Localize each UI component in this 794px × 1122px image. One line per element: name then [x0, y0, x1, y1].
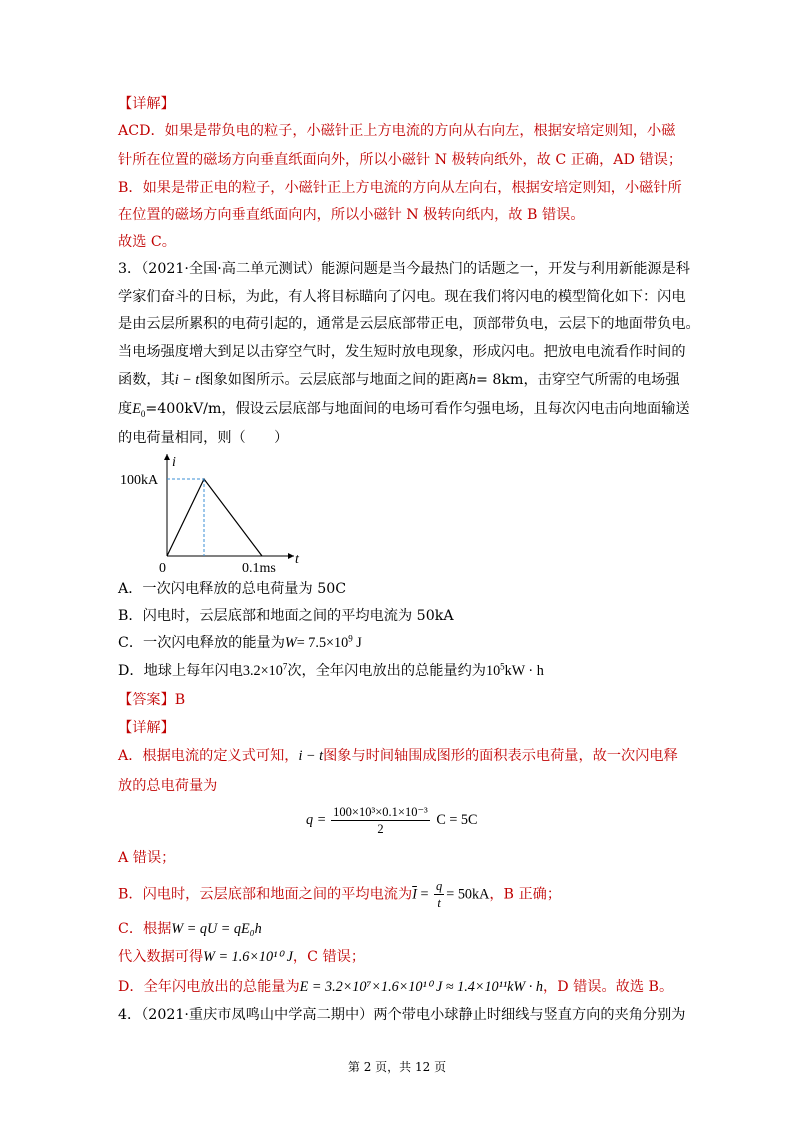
- avg-current-value: = 50kA: [446, 886, 490, 903]
- detail2-a-line-2: 放的总电荷量为: [118, 778, 218, 794]
- detail2-sub-end: ，C 错误；: [292, 949, 366, 965]
- option-c-text: C．一次闪电释放的能量为: [118, 635, 285, 651]
- option-d-energy-exponent: 5: [500, 661, 505, 672]
- current-curve: [167, 479, 262, 556]
- option-c-W: W: [284, 635, 297, 651]
- energy-formula: W = qU = qE₀h: [171, 921, 262, 937]
- option-d-unit: kW · h: [504, 663, 544, 679]
- annual-energy: E = 3.2×10⁷×1.6×10¹⁰ J ≈ 1.4×10¹¹kW · h: [299, 979, 543, 995]
- avg-current-denominator: t: [437, 896, 441, 910]
- answer: 【答案】B: [118, 692, 186, 708]
- q3-line-6-text-a: 度: [118, 401, 133, 417]
- eq-result: C = 5C: [436, 812, 478, 828]
- q3-line-6-text-d: =400kV/m，假设云层底部与地面间的电场可看作匀强电场，且每次闪电击向地面输送: [145, 401, 690, 417]
- q3-E-subscript: 0: [140, 408, 146, 419]
- avg-current-I: $\overline{I}$: [412, 886, 417, 903]
- q3-line-7: 的电荷量相同，则（ ）: [118, 430, 289, 446]
- detail2-a-text-c: 图象与时间轴围成图形的面积表示电荷量，故一次闪电释: [323, 748, 678, 764]
- a-wrong: A 错误；: [118, 850, 176, 866]
- q3-line-5-text-c: 图象如图所示。云层底部与地面之间的距离: [199, 372, 469, 388]
- q4-line-1: 4．（2021·重庆市凤鸣山中学高二期中）两个带电小球静止时细线与竖直方向的夹角分别为: [118, 1007, 686, 1023]
- detail2-c-line: [118, 919, 262, 939]
- detail-header: 【详解】: [118, 96, 175, 112]
- q3-line-5-text-a: 函数，其: [118, 372, 175, 388]
- it-graph: [112, 448, 312, 578]
- option-d-count-exponent: 7: [282, 661, 288, 672]
- q3-line-2: 学家们奋斗的日标，为此，有人将目标瞄向了闪电。现在我们将闪电的模型简化如下：闪电: [118, 289, 686, 305]
- eq-denominator: 2: [377, 821, 384, 836]
- detail-b-line-1: B．如果是带正电的粒子，小磁针正上方电流的方向从左向右，根据安培定则知，小磁针所: [118, 180, 682, 196]
- option-d-energy: 10: [485, 663, 501, 679]
- avg-current-numerator: q: [436, 879, 443, 893]
- detail-b-line-2: 在位置的磁场方向垂直纸面向内，所以小磁针 N 极转向纸内，故 B 错误。: [118, 207, 585, 223]
- y-axis-label: i: [172, 455, 176, 470]
- detail2-d-line: [118, 977, 673, 997]
- detail2-header: 【详解】: [118, 720, 175, 736]
- detail-choice: 故选 C。: [118, 234, 176, 250]
- detail2-sub-line: [118, 947, 365, 967]
- detail2-d-end: ，D 错误。故选 B。: [543, 979, 674, 995]
- y-tick-label: 100kA: [120, 473, 159, 488]
- q3-line-3: 是由云层所累积的电荷引起的，通常是云层底部带正电，顶部带负电，云层下的地面带负电。: [118, 316, 700, 332]
- page-footer: 第 2 页，共 12 页: [347, 1060, 447, 1074]
- option-b: B．闪电时，云层底部和地面之间的平均电流为 50kA: [118, 608, 454, 624]
- q3-it-symbol: i − t: [174, 372, 200, 388]
- q3-line-5-text-e: = 8km，击穿空气所需的电场强: [476, 372, 680, 388]
- detail2-sub-text: 代入数据可得: [118, 949, 204, 965]
- option-c-exponent: 9: [348, 633, 353, 644]
- detail2-it-symbol: i − t: [298, 748, 324, 764]
- detail-acd-line-1: ACD．如果是带负电的粒子，小磁针正上方电流的方向从右向左，根据安培定则知，小磁: [118, 123, 676, 139]
- detail2-c-text: C．根据: [118, 921, 172, 937]
- option-c-unit: J: [352, 635, 362, 651]
- q3-line-6: [118, 399, 690, 419]
- detail2-b-text: B．闪电时，云层底部和地面之间的平均电流为: [118, 886, 413, 903]
- option-a: A．一次闪电释放的总电荷量为 50C: [118, 581, 347, 597]
- x-tick-label: 0.1ms: [242, 561, 276, 576]
- q3-line-5: [118, 370, 680, 390]
- detail2-a-line-1: [118, 746, 678, 766]
- eq-numerator: 100×10³×0.1×10⁻³: [333, 804, 428, 819]
- eq-q: q: [306, 812, 314, 828]
- q3-line-4: 当电场强度增大到足以击穿空气时，发生短时放电现象，形成闪电。把放电电流看作时间的: [118, 344, 686, 360]
- detail2-b-end: ，B 正确；: [489, 886, 562, 903]
- option-c: [118, 633, 362, 653]
- avg-current-fraction: [434, 878, 444, 911]
- detail-acd-line-2: 针所在位置的磁场方向垂直纸面向外，所以小磁针 N 极转向纸外，故 C 正确，AD 错误；: [118, 152, 683, 168]
- option-d-text-a: D．地球上每年闪电: [118, 663, 243, 679]
- option-d-count: 3.2×10: [242, 663, 283, 679]
- option-c-value: = 7.5×10: [296, 635, 349, 651]
- q3-line-1: 3．（2021·全国·高二单元测试）能源问题是当今最热门的话题之一，开发与利用新能源是科: [118, 261, 690, 277]
- eq-fraction: [331, 804, 430, 837]
- detail2-b-line: B．闪电时，云层底部和地面之间的平均电流为$\overline{I}$ = $\frac{q}{t}$ = 50kA，B 正确；: [118, 879, 562, 910]
- q3-E-symbol: E: [132, 401, 141, 417]
- option-d: [118, 661, 544, 681]
- origin-label: 0: [159, 561, 166, 576]
- x-axis-label: t: [295, 552, 299, 567]
- detail2-a-text-a: A．根据电流的定义式可知，: [118, 748, 299, 764]
- detail2-d-text: D．全年闪电放出的总能量为: [118, 979, 300, 995]
- q3-h-symbol: h: [468, 372, 476, 388]
- option-d-text-b: 次，全年闪电放出的总能量约为: [287, 663, 486, 679]
- energy-value: W = 1.6×10¹⁰ J: [203, 949, 293, 965]
- charge-equation: q = $\frac{\text{100×10³×0.1×10⁻³}}{2}$ C = 5C: [306, 804, 478, 836]
